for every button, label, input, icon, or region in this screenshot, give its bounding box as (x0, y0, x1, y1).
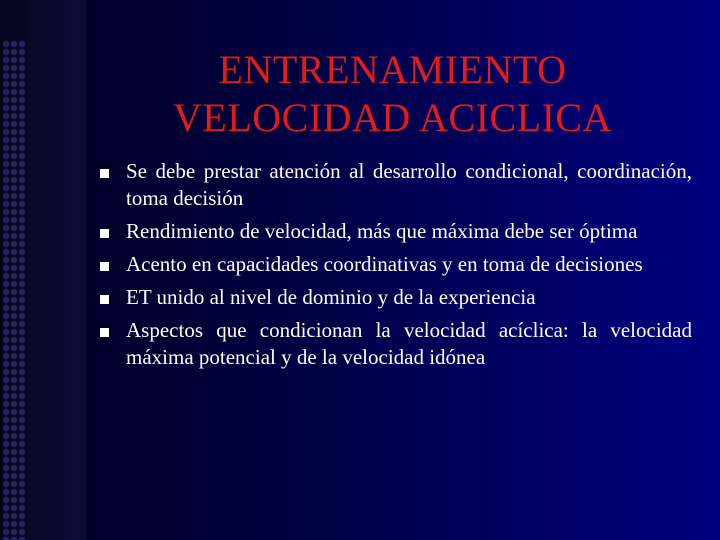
bullet-item (98, 284, 692, 311)
bullet-text: Aspectos que condicionan la velocidad acíclica: la velocidad máxima potencial y de la velocidad idónea (126, 318, 692, 369)
bullet-item (98, 218, 692, 245)
bullet-item (98, 251, 692, 278)
square-bullet-icon (100, 295, 109, 304)
slide-title-line-2: VELOCIDAD ACICLICA (173, 95, 612, 140)
slide-title-line-1: ENTRENAMIENTO (218, 47, 567, 92)
square-bullet-icon (100, 169, 109, 178)
square-bullet-icon (100, 262, 109, 271)
square-bullet-icon (100, 328, 109, 337)
bullet-list (98, 158, 692, 377)
decorative-checker-pattern (2, 40, 26, 540)
bullet-text: ET unido al nivel de dominio y de la experiencia (126, 285, 536, 309)
square-bullet-icon (100, 229, 109, 238)
bullet-text: Se debe prestar atención al desarrollo condicional, coordinación, toma decisión (126, 159, 692, 210)
bullet-item (98, 317, 692, 371)
bullet-text: Acento en capacidades coordinativas y en toma de decisiones (126, 252, 643, 276)
slide-title (110, 46, 675, 142)
bullet-item (98, 158, 692, 212)
bullet-text: Rendimiento de velocidad, más que máxima debe ser óptima (126, 219, 638, 243)
